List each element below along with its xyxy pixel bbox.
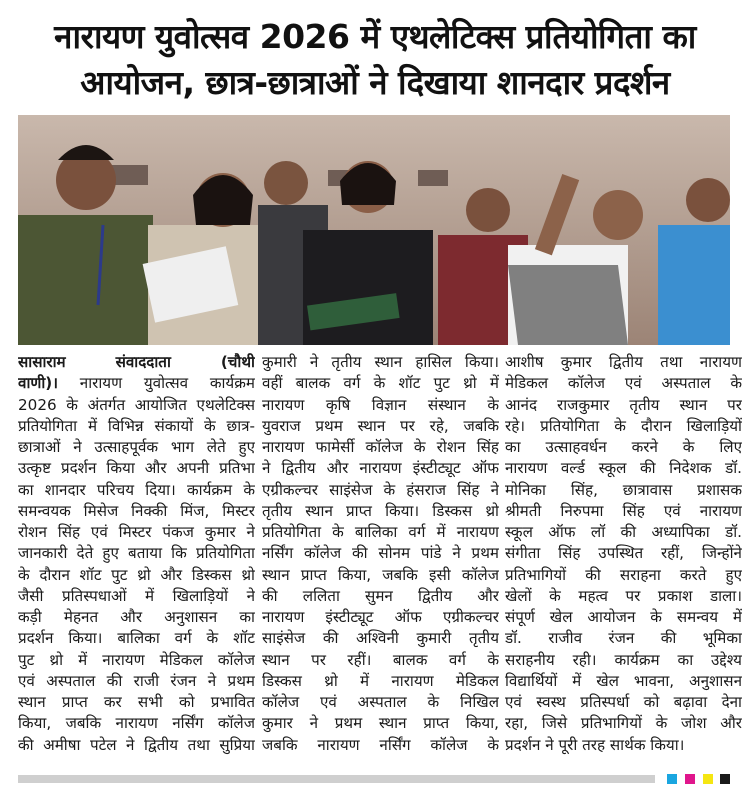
article-line: छात्राओं ने उत्साहपूर्वक भाग लेते हुए bbox=[18, 438, 255, 456]
article-line: स्थान प्राप्त किया, जबकि इसी कॉलेज bbox=[262, 565, 499, 584]
article-line: नारायण युवोत्सव कार्यक्रम bbox=[58, 374, 255, 393]
article-line: संगीता सिंह उपस्थित रहीं, जिन्होंने bbox=[505, 544, 742, 563]
yellow-registration-mark bbox=[703, 774, 713, 784]
article-line: डॉ. राजीव रंजन की भूमिका bbox=[505, 629, 742, 648]
article-line: नारायण इंस्टीट्यूट ऑफ एग्रीकल्चर bbox=[262, 608, 499, 626]
headline-line-2: आयोजन, छात्र-छात्राओं ने दिखाया शानदार प्रदर्शन bbox=[80, 63, 670, 102]
article-line: श्रीमती निरुपमा सिंह एवं नारायण bbox=[505, 501, 742, 520]
dateline: सासाराम संवाददाता (चौथी bbox=[18, 353, 255, 371]
article-line: प्रदर्शन किया। बालिका वर्ग के शॉट bbox=[18, 629, 255, 648]
article-line: नारायण फामेर्सी कॉलेज के रोशन सिंह bbox=[262, 438, 499, 456]
article-line: जबकि नारायण नर्सिंग कॉलेज के bbox=[262, 735, 499, 754]
article-line: ने द्वितीय और नारायण इंस्टीट्यूट ऑफ bbox=[262, 459, 499, 478]
article-line: एग्रीकल्चर साइंसेज के हंसराज सिंह ने bbox=[262, 480, 499, 499]
article-line: की अमीषा पटेल ने द्वितीय तथा सुप्रिया bbox=[18, 735, 255, 754]
article-line: डिस्कस थ्रो में नारायण मेडिकल bbox=[262, 671, 499, 690]
article-line: कड़ी मेहनत और अनुशासन का bbox=[18, 608, 255, 626]
article-line: रहा, जिसे प्रतिभागियों के जोश और bbox=[505, 714, 742, 733]
footer-rule bbox=[18, 775, 655, 783]
article-line: नर्सिंग कॉलेज की सोनम पांडे ने प्रथम bbox=[262, 544, 499, 563]
article-line: आनंद राजकुमार तृतीय स्थान पर bbox=[505, 395, 742, 414]
article-line: मोनिका सिंह, छात्रावास प्रशासक bbox=[505, 480, 742, 499]
article-line: प्रतियोगिता में विभिन्न संकायों के छात्र- bbox=[18, 416, 255, 435]
article-line: प्रतिभागियों की सराहना करते हुए bbox=[505, 565, 742, 584]
article-line: संपूर्ण खेल आयोजन के समन्वय में bbox=[505, 608, 742, 626]
article-line: विद्यार्थियों में खेल भावना, अनुशासन bbox=[505, 671, 742, 690]
article-line: युवराज प्रथम स्थान पर रहे, जबकि bbox=[262, 416, 499, 435]
article-line: पुट थ्रो में नारायण मेडिकल कॉलेज bbox=[18, 650, 255, 669]
article-line: मेडिकल कॉलेज एवं अस्पताल के bbox=[505, 374, 742, 393]
article-line: स्थान प्राप्त कर सभी को प्रभावित bbox=[18, 693, 255, 711]
article-line: वहीं बालक वर्ग के शॉट पुट थ्रो में bbox=[262, 374, 499, 393]
article-line: की ललिता सुमन द्वितीय और bbox=[262, 586, 499, 605]
article-line: समन्वयक मिसेज निक्की मिंज, मिस्टर bbox=[18, 501, 255, 520]
article-line: प्रतियोगिता के बालिका वर्ग में नारायण bbox=[262, 523, 499, 541]
article-line: कुमारी ने तृतीय स्थान हासिल किया। bbox=[262, 353, 499, 371]
article-line: जैसी प्रतिस्पधाओं में खिलाड़ियों ने bbox=[18, 586, 255, 605]
article-line: का शानदार परिचय दिया। कार्यक्रम के bbox=[18, 480, 255, 499]
article-line: नारायण कृषि विज्ञान संस्थान के bbox=[262, 395, 499, 414]
article-line: के दौरान शॉट पुट थ्रो और डिस्कस थ्रो bbox=[18, 565, 255, 584]
athletes-photo-illustration bbox=[18, 115, 730, 345]
article-line: नारायण वर्ल्ड स्कूल की निदेशक डॉ. bbox=[505, 459, 742, 478]
headline-line-1: नारायण युवोत्सव 2026 में एथलेटिक्स प्रतियोगिता का bbox=[54, 17, 696, 56]
dateline-source: वाणी)। bbox=[18, 374, 58, 393]
article-line: तृतीय स्थान प्राप्त किया। डिस्कस थ्रो bbox=[262, 501, 499, 520]
black-registration-mark bbox=[720, 774, 730, 784]
article-column-1 bbox=[18, 352, 255, 756]
article-line: रोशन सिंह एवं मिस्टर पंकज कुमार ने bbox=[18, 523, 255, 541]
article-line: कुमार ने प्रथम स्थान प्राप्त किया, bbox=[262, 714, 499, 733]
article-line: सराहनीय रही। कार्यक्रम का उद्देश्य bbox=[505, 650, 742, 669]
headline bbox=[14, 14, 736, 106]
article-line: का उत्साहवर्धन करने के लिए bbox=[505, 438, 742, 456]
article-line: एवं स्वस्थ प्रतिस्पर्धा को बढ़ावा देना bbox=[505, 693, 742, 711]
article-column-2 bbox=[262, 352, 499, 756]
article-column-3 bbox=[505, 352, 742, 756]
article-line: स्कूल ऑफ लॉ की अध्यापिका डॉ. bbox=[505, 523, 742, 541]
article-line: आशीष कुमार द्वितीय तथा नारायण bbox=[505, 353, 742, 371]
article-line: रहे। प्रतियोगिता के दौरान खिलाड़ियों bbox=[505, 416, 742, 435]
article-line: स्थान पर रहीं। बालक वर्ग के bbox=[262, 650, 499, 669]
article-line: खेलों के महत्व पर प्रकाश डाला। bbox=[505, 586, 742, 605]
cyan-registration-mark bbox=[667, 774, 677, 784]
article-line: जानकारी देते हुए बताया कि प्रतियोगिता bbox=[18, 544, 255, 563]
article-line: 2026 के अंतर्गत आयोजित एथलेटिक्स bbox=[18, 395, 255, 414]
article-line: साइंसेज की अश्विनी कुमारी तृतीय bbox=[262, 629, 499, 648]
news-photo bbox=[18, 115, 730, 345]
article-line: उत्कृष्ट प्रदर्शन किया और अपनी प्रतिभा bbox=[18, 459, 255, 478]
article-line: किया, जबकि नारायण नर्सिंग कॉलेज bbox=[18, 714, 255, 733]
article-line: प्रदर्शन ने पूरी तरह सार्थक किया। bbox=[505, 735, 685, 754]
article-line: एवं अस्पताल की राजी रंजन ने प्रथम bbox=[18, 671, 255, 690]
magenta-registration-mark bbox=[685, 774, 695, 784]
article-line: कॉलेज एवं अस्पताल के निखिल bbox=[262, 693, 499, 711]
